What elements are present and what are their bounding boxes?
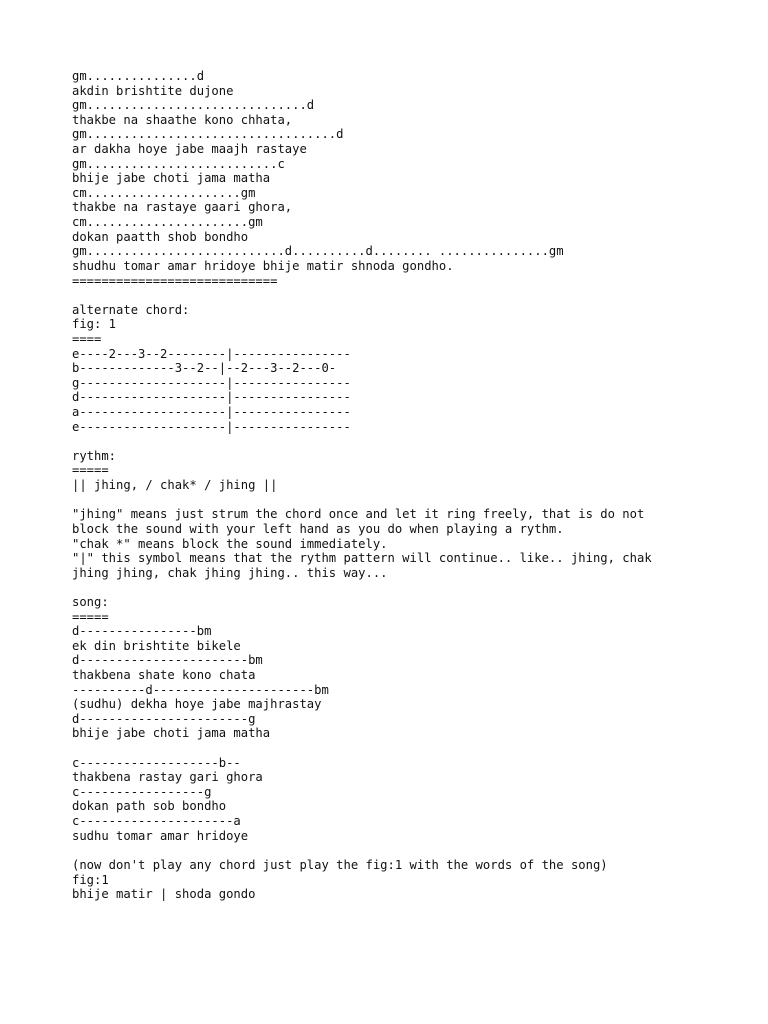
text-line: ar dakha hoye jabe maajh rastaye: [72, 142, 307, 157]
lyric-line: bhije jabe choti jama matha: [72, 726, 271, 741]
divider-line: ============================: [72, 273, 278, 288]
blank-line: [72, 580, 752, 595]
text-line: cm......................gm: [72, 215, 263, 230]
chord-line: c-------------------b--: [72, 755, 241, 770]
text-line: jhing jhing, chak jhing jhing.. this way...: [72, 565, 388, 580]
tab-line: a--------------------|----------------: [72, 405, 351, 420]
lyric-line: sudhu tomar amar hridoye: [72, 828, 249, 843]
text-line: akdin brishtite dujone: [72, 83, 234, 98]
text-line: shudhu tomar amar hridoye bhije matir shnoda gondho.: [72, 258, 454, 273]
chord-line: d-----------------------g: [72, 711, 256, 726]
divider-line: =====: [72, 463, 109, 478]
chord-line: d-----------------------bm: [72, 653, 263, 668]
text-line: gm..................................d: [72, 127, 344, 142]
text-line: || jhing, / chak* / jhing ||: [72, 478, 278, 493]
text-line: fig: 1: [72, 317, 117, 332]
text-line: gm...............d: [72, 69, 205, 83]
blank-line: [72, 434, 752, 449]
divider-line: =====: [72, 609, 109, 624]
section-heading: song:: [72, 594, 109, 609]
lyric-line: thakbena shate kono chata: [72, 667, 256, 682]
lyric-line: bhije matir | shoda gondo: [72, 887, 256, 902]
lyric-line: thakbena rastay gari ghora: [72, 770, 263, 785]
chord-line: d----------------bm: [72, 624, 212, 639]
text-line: block the sound with your left hand as you do when playing a rythm.: [72, 521, 564, 536]
lyric-line: ek din brishtite bikele: [72, 638, 241, 653]
text-line: thakbe na shaathe kono chhata,: [72, 112, 293, 127]
chord-line: c-----------------g: [72, 784, 212, 799]
lyric-line: (sudhu) dekha hoye jabe majhrastay: [72, 697, 322, 712]
lyric-line: dokan path sob bondho: [72, 799, 227, 814]
section-heading: alternate chord:: [72, 302, 190, 317]
chord-line: ----------d----------------------bm: [72, 682, 329, 697]
blank-line: [72, 741, 752, 756]
tab-line: g--------------------|----------------: [72, 375, 351, 390]
tab-line: d--------------------|----------------: [72, 390, 351, 405]
text-line: "|" this symbol means that the rythm pattern will continue.. like.. jhing, chak: [72, 551, 652, 566]
chord-sheet-text: [72, 69, 752, 902]
blank-line: [72, 843, 752, 858]
text-line: "jhing" means just strum the chord once and let it ring freely, that is do not: [72, 507, 645, 522]
tab-line: e--------------------|----------------: [72, 419, 351, 434]
section-heading: rythm:: [72, 448, 117, 463]
text-line: gm..........................c: [72, 156, 285, 171]
blank-line: [72, 493, 752, 508]
text-line: gm...........................d..........d........ ...............gm: [72, 244, 564, 259]
text-line: thakbe na rastaye gaari ghora,: [72, 200, 293, 215]
text-line: cm.....................gm: [72, 185, 256, 200]
chord-line: c---------------------a: [72, 814, 241, 829]
text-line: fig:1: [72, 872, 109, 887]
tab-line: e----2---3--2--------|----------------: [72, 346, 351, 361]
divider-line: ====: [72, 331, 102, 346]
blank-line: [72, 288, 752, 303]
text-line: bhije jabe choti jama matha: [72, 171, 271, 186]
text-line: "chak *" means block the sound immediately.: [72, 536, 388, 551]
text-line: dokan paatth shob bondho: [72, 229, 249, 244]
text-line: gm..............................d: [72, 98, 315, 113]
tab-line: b-------------3--2--|--2---3--2---0-: [72, 361, 337, 376]
text-line: (now don't play any chord just play the fig:1 with the words of the song): [72, 857, 608, 872]
